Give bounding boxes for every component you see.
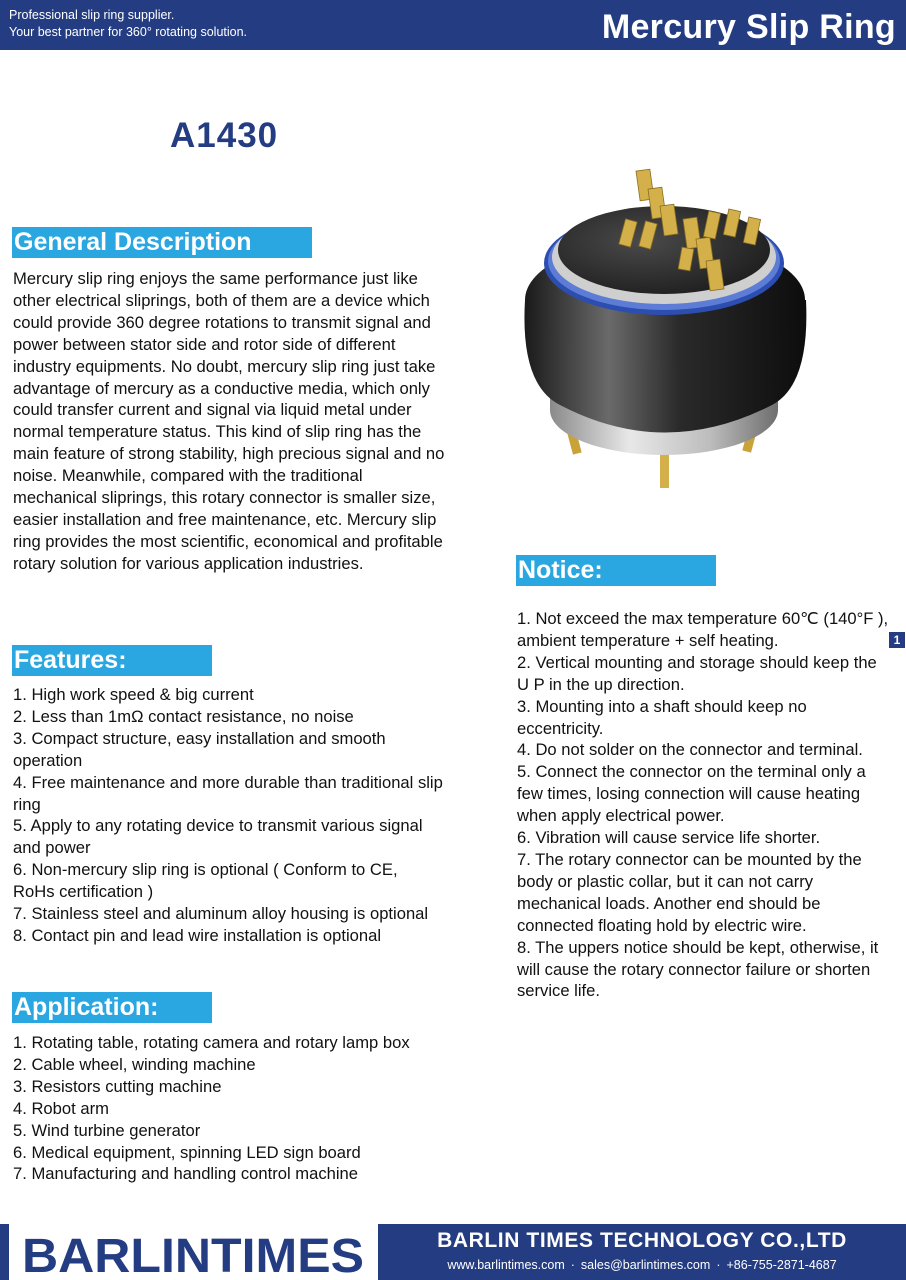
feature-item: 5. Apply to any rotating device to transmit various signal and power — [13, 816, 423, 858]
footer-contact-bar — [378, 1224, 906, 1280]
header-title: Mercury Slip Ring — [601, 8, 896, 46]
product-image — [510, 160, 820, 500]
company-name: BARLIN TIMES TECHNOLOGY CO.,LTD — [437, 1229, 847, 1252]
feature-item: 8. Contact pin and lead wire installation is optional — [13, 925, 382, 945]
logo-text: BARLINTIMES — [22, 1230, 364, 1278]
notice-item: 4. Do not solder on the connector and terminal. — [517, 740, 863, 760]
application-item: 7. Manufacturing and handling control machine — [13, 1164, 359, 1184]
application-item: 6. Medical equipment, spinning LED sign board — [13, 1142, 361, 1162]
feature-item: 7. Stainless steel and aluminum alloy housing is optional — [13, 904, 429, 924]
notice-item: 3. Mounting into a shaft should keep no eccentricity. — [517, 696, 807, 738]
notice-item: 6. Vibration will cause service life shorter. — [517, 828, 821, 848]
company-logo — [22, 1230, 367, 1278]
notice-item: 7. The rotary connector can be mounted by the body or plastic collar, but it can not carry mechanical loads. Another end should be connected floating hold by electric wire. — [517, 849, 862, 935]
application-item: 2. Cable wheel, winding machine — [13, 1054, 256, 1074]
feature-item: 2. Less than 1mΩ contact resistance, no noise — [13, 706, 354, 726]
application-item: 1. Rotating table, rotating camera and rotary lamp box — [13, 1033, 410, 1052]
header-tagline-2: Your best partner for 360° rotating solution. — [9, 25, 248, 39]
section-title-features: Features: — [12, 645, 212, 676]
feature-item: 4. Free maintenance and more durable than traditional slip ring — [13, 772, 443, 814]
notice-list — [517, 608, 889, 1002]
page-number: 1 — [889, 632, 905, 648]
separator: · — [570, 1258, 575, 1272]
feature-item: 1. High work speed & big current — [13, 685, 254, 704]
section-title-application: Application: — [12, 992, 212, 1023]
contact-line — [378, 1258, 906, 1272]
notice-item: 2. Vertical mounting and storage should keep the U P in the up direction. — [517, 652, 877, 694]
general-description-text: Mercury slip ring enjoys the same performance just like other electrical sliprings, both of them are a device which could provide 360 degree rotations to transmit signal and power between stator side and rotor side of different industry equipments. No doubt, mercury slip ring just take advantage of mercury as a conductive media, which only could transfer current and signal via liquid metal under normal temperature status. This kind of slip ring has the main feature of strong stability, high precious signal and no noise. Meanwhile, compared with the traditional mechanical sliprings, this rotary connector is smaller size, easier installation and free maintenance, etc. Mercury slip ring provides the most scientific, economical and profitable rotary solution for various application industries. — [13, 269, 445, 573]
features-list — [13, 684, 443, 947]
separator: · — [716, 1258, 721, 1272]
application-item: 4. Robot arm — [13, 1098, 109, 1118]
website-link[interactable]: www.barlintimes.com — [447, 1258, 565, 1272]
notice-item: 5. Connect the connector on the terminal only a few times, losing connection will cause heating when apply electrical power. — [517, 762, 866, 826]
email-link[interactable]: sales@barlintimes.com — [580, 1258, 711, 1272]
application-item: 5. Wind turbine generator — [13, 1120, 201, 1140]
section-title-notice: Notice: — [516, 555, 716, 586]
feature-item: 3. Compact structure, easy installation and smooth operation — [13, 728, 386, 770]
header-bar — [0, 0, 906, 50]
feature-item: 6. Non-mercury slip ring is optional ( Conform to CE, RoHs certification ) — [13, 860, 398, 902]
phone-number: +86-755-2871-4687 — [726, 1258, 837, 1272]
notice-item: 1. Not exceed the max temperature 60℃ (140°F ), ambient temperature + self heating. — [517, 609, 889, 650]
footer-accent — [0, 1224, 9, 1280]
application-item: 3. Resistors cutting machine — [13, 1076, 222, 1096]
model-number: A1430 — [170, 116, 279, 155]
notice-item: 8. The uppers notice should be kept, otherwise, it will cause the rotary connector failure or shorten service life. — [517, 937, 879, 1001]
section-title-general-description: General Description — [12, 227, 312, 258]
header-tagline-1: Professional slip ring supplier. — [9, 8, 175, 22]
application-list — [13, 1032, 428, 1185]
